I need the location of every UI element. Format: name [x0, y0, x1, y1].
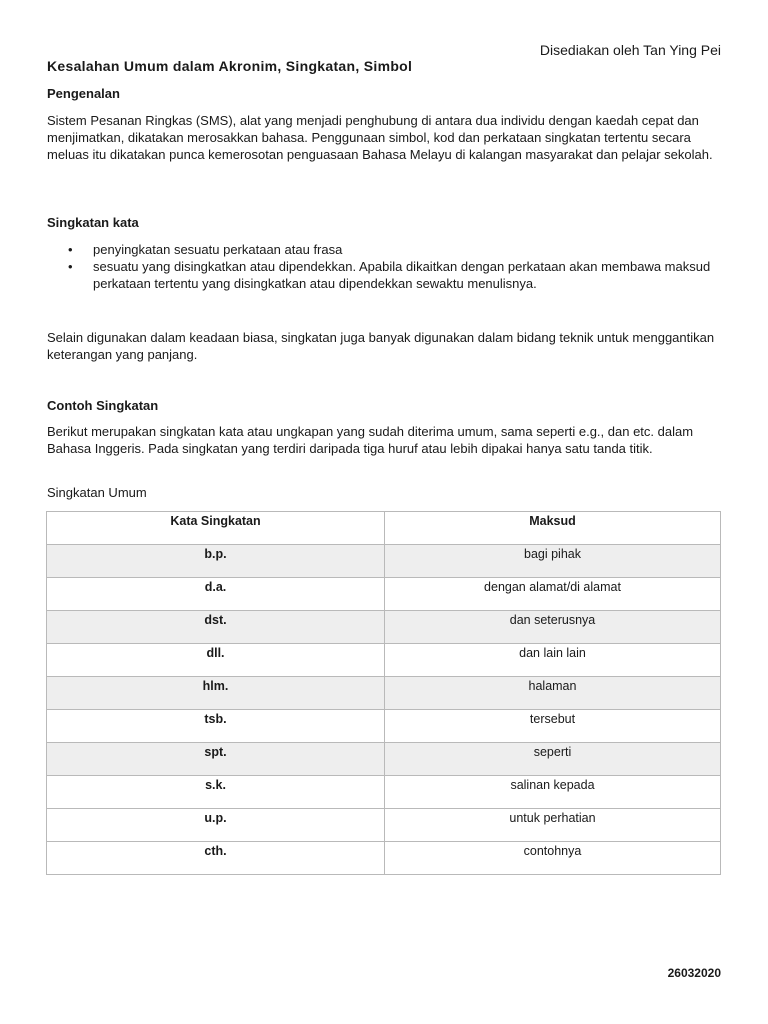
meaning-cell: untuk perhatian — [385, 809, 721, 842]
meaning-cell: seperti — [385, 743, 721, 776]
table-row — [47, 809, 721, 842]
table-row — [47, 743, 721, 776]
table-row — [47, 710, 721, 743]
abbreviation-cell: dst. — [47, 611, 385, 644]
definition-bullet-list — [47, 241, 727, 292]
list-item: • sesuatu yang disingkatkan atau dipendekkan. Apabila dikaitkan dengan perkataan akan membawa maksud perkataan tertentu yang disingkatkan atau dipendekkan sewaktu menulisnya. — [47, 258, 727, 292]
meaning-cell: bagi pihak — [385, 545, 721, 578]
examples-heading: Contoh Singkatan — [47, 398, 159, 413]
meaning-cell: contohnya — [385, 842, 721, 875]
table-row — [47, 677, 721, 710]
meaning-cell: dan seterusnya — [385, 611, 721, 644]
definition-heading: Singkatan kata — [47, 215, 139, 230]
author-line: Disediakan oleh Tan Ying Pei — [539, 42, 721, 58]
table-caption: Singkatan Umum — [47, 485, 147, 500]
intro-heading: Pengenalan — [47, 86, 120, 101]
abbreviation-cell: spt. — [47, 743, 385, 776]
column-header-meaning: Maksud — [385, 512, 721, 545]
meaning-cell: halaman — [385, 677, 721, 710]
abbreviation-cell: cth. — [47, 842, 385, 875]
footer-code: 26032020 — [667, 966, 721, 980]
list-item: • penyingkatan sesuatu perkataan atau frasa — [47, 241, 727, 258]
abbreviation-cell: s.k. — [47, 776, 385, 809]
meaning-cell: salinan kepada — [385, 776, 721, 809]
abbreviation-cell: hlm. — [47, 677, 385, 710]
table-row — [47, 644, 721, 677]
table-row — [47, 545, 721, 578]
examples-paragraph: Berikut merupakan singkatan kata atau ungkapan yang sudah diterima umum, sama seperti e.g., dan etc. dalam Bahasa Inggeris. Pada singkatan yang terdiri daripada tiga huruf atau lebih dipakai hanya satu tanda titik. — [47, 424, 694, 456]
table-row — [47, 578, 721, 611]
page-title: Kesalahan Umum dalam Akronim, Singkatan, Simbol — [47, 58, 413, 74]
abbreviation-cell: tsb. — [47, 710, 385, 743]
meaning-cell: dan lain lain — [385, 644, 721, 677]
definition-note-paragraph: Selain digunakan dalam keadaan biasa, singkatan juga banyak digunakan dalam bidang teknik untuk menggantikan keterangan yang panjang. — [47, 330, 715, 362]
abbreviation-cell: b.p. — [47, 545, 385, 578]
column-header-abbreviation: Kata Singkatan — [47, 512, 385, 545]
table-row — [47, 611, 721, 644]
table-header-row — [47, 512, 721, 545]
abbreviation-cell: dll. — [47, 644, 385, 677]
abbreviation-table — [46, 511, 721, 875]
meaning-cell: dengan alamat/di alamat — [385, 578, 721, 611]
meaning-cell: tersebut — [385, 710, 721, 743]
table-row — [47, 842, 721, 875]
table-row — [47, 776, 721, 809]
intro-paragraph: Sistem Pesanan Ringkas (SMS), alat yang menjadi penghubung di antara dua individu dengan kaedah cepat dan menjimatkan, dikatakan merosakkan bahasa. Penggunaan simbol, kod dan perkataan singkatan tertentu secara meluas itu dikatakan punca kemerosotan penguasaan Bahasa Melayu di kalangan masyarakat dan pelajar sekolah. — [47, 113, 713, 162]
abbreviation-cell: d.a. — [47, 578, 385, 611]
abbreviation-cell: u.p. — [47, 809, 385, 842]
